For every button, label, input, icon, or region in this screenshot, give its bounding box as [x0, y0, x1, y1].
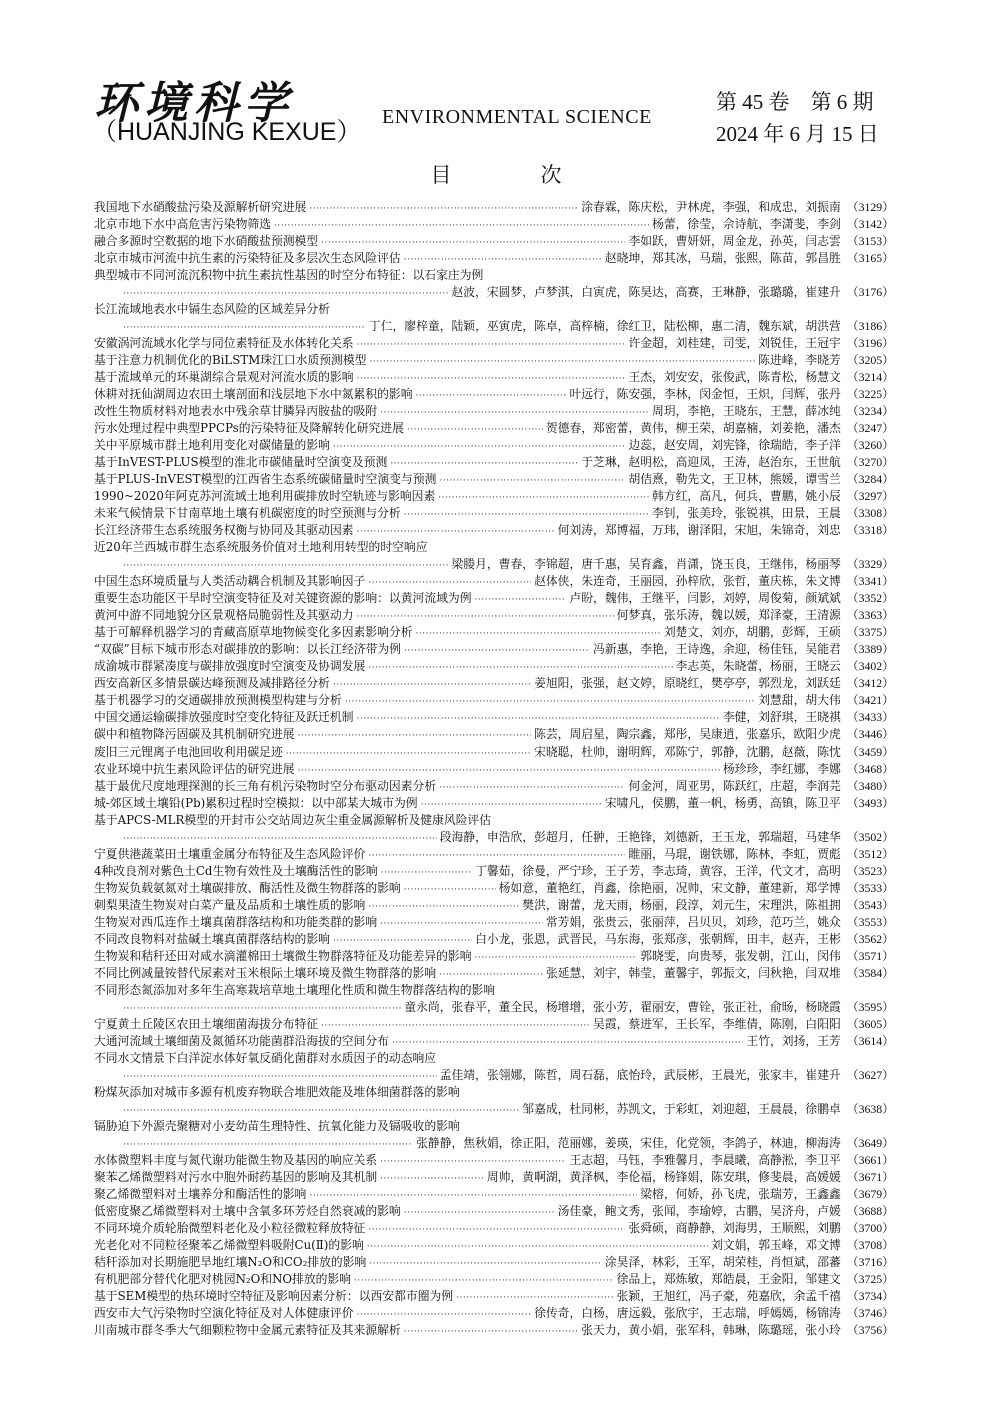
- article-title: 中国交通运输碳排放强度时空变化特征及跃迁机制: [94, 710, 354, 725]
- article-title: 近20年兰西城市群生态系统服务价值对土地利用转型的时空响应: [94, 540, 428, 555]
- toc-entry[interactable]: [94, 573, 894, 590]
- page-number: （3493）: [846, 795, 894, 810]
- article-authors: 张天力，黄小娟，张军科，韩琳，陈璐瑶，张小玲: [581, 1323, 841, 1338]
- article-title: 水体微塑料丰度与氮代谢功能微生物及基因的响应关系: [94, 1152, 378, 1167]
- toc-entry[interactable]: [94, 1118, 894, 1152]
- page-number: （3756）: [846, 1323, 894, 1338]
- article-authors: 徐传奇，白杨，唐远毅，张欣宇，王志瑞，呼嫣嫣，杨锦涛: [534, 1306, 841, 1321]
- toc-entry[interactable]: [94, 982, 894, 1016]
- page-number: （3214）: [846, 370, 894, 385]
- article-title: 镉胁迫下外源壳聚糖对小麦幼苗生理特性、抗氧化能力及镉吸收的影响: [94, 1118, 460, 1133]
- article-title: 聚苯乙烯微塑料对污水中胞外耐药基因的影响及其机制: [94, 1169, 378, 1184]
- page-number: （3708）: [846, 1237, 894, 1252]
- page-number: （3605）: [846, 1016, 894, 1031]
- page-number: （3352）: [846, 591, 894, 606]
- page-number: （3142）: [846, 217, 894, 232]
- page-number: （3284）: [846, 472, 894, 487]
- article-title: 低密度聚乙烯微塑料对土壤中含氧多环芳烃自然衰减的影响: [94, 1203, 401, 1218]
- page-number: （3225）: [846, 387, 894, 402]
- article-title: 我国地下水硝酸盐污染及源解析研究进展: [94, 200, 307, 214]
- issue-date: 2024 年 6 月 15 日: [716, 122, 879, 146]
- toc-entry[interactable]: [94, 335, 894, 352]
- toc-entry[interactable]: [94, 1237, 894, 1254]
- article-title: 基于注意力机制优化的BiLSTM珠江口水质预测模型: [94, 353, 367, 368]
- article-authors: 梁媵月，曹春，李锦超，唐千惠，吴育鑫，肖潇，饶玉良，王继伟，杨丽琴: [451, 557, 841, 572]
- toc-entry[interactable]: [94, 624, 894, 641]
- toc-entry[interactable]: [94, 233, 894, 250]
- page-number: （3234）: [846, 404, 894, 419]
- page-number: （3341）: [846, 574, 894, 589]
- article-authors: 童永尚，张春平，董全民，杨增增，张小芳，翟丽安，曹铨，张正社，俞旸，杨晓霞: [404, 999, 841, 1014]
- toc-entry[interactable]: [94, 403, 894, 420]
- article-authors: 陈芸，周启星，陶宗鑫，郑彤，吴康逍，张嘉乐，欧阳少虎: [534, 727, 841, 742]
- page-number: （3562）: [846, 931, 894, 946]
- article-authors: 杨珍珍，李红娜，李娜: [722, 761, 841, 776]
- article-authors: 白小龙，张恩，武晋民，马东海，张郑彦，张朝辉，田丰，赵卉，王彬: [475, 931, 841, 946]
- toc-entry[interactable]: [94, 1288, 894, 1305]
- article-authors: 韩方红，高凡，何兵，曹鹏，姚小辰: [652, 489, 841, 504]
- article-title: “双碳”目标下城市形态对碳排放的影响：以长江经济带为例: [94, 642, 401, 657]
- toc-entry[interactable]: [94, 437, 894, 454]
- leader-dots: [404, 1205, 555, 1222]
- article-authors: 刘文娟，郭玉峰，邓文博: [711, 1237, 841, 1252]
- page-number: （3688）: [846, 1203, 894, 1218]
- page-number: （3725）: [846, 1271, 894, 1286]
- toc-title: 目 次: [430, 163, 596, 187]
- page-number: （3129）: [846, 200, 894, 214]
- toc-entry[interactable]: [94, 454, 894, 471]
- toc-entry[interactable]: [94, 301, 894, 335]
- article-title: 典型城市不同河流沉积物中抗生素抗性基因的时空分布特征：以石家庄为例: [94, 268, 484, 283]
- article-authors: 姜旭阳，张强，赵文婷，原晓红，樊亭亭，郭烈龙，刘跃廷: [534, 676, 841, 691]
- article-authors: 冯新惠，李艳，王诗逸，余迎，杨佳钰，吴能君: [593, 642, 841, 657]
- leader-dots: [439, 780, 625, 797]
- page-number: （3196）: [846, 336, 894, 351]
- page-number: （3402）: [846, 659, 894, 674]
- leader-dots: [368, 899, 519, 916]
- article-title: 西安高新区多情景碳达峰预测及减排路径分析: [94, 676, 330, 691]
- toc-entry[interactable]: [94, 1305, 894, 1322]
- article-title: 不同水文情景下白洋淀水体好氧反硝化菌群对水质因子的动态响应: [94, 1050, 437, 1065]
- article-title: 废旧三元锂离子电池回收利用碳足迹: [94, 744, 283, 759]
- toc-entry[interactable]: [94, 1033, 894, 1050]
- article-authors: 宋晓聪，杜帅，谢明辉，邓陈宁，郭静，沈鹏，赵薇，陈忱: [534, 744, 841, 759]
- article-title: 西安市大气污染物时空演化特征及对人体健康评价: [94, 1306, 354, 1321]
- article-title: 碳中和植物降污固碳及其机制研究进展: [94, 727, 295, 742]
- journal-english-title: ENVIRONMENTAL SCIENCE: [382, 106, 652, 128]
- toc-entry[interactable]: [94, 386, 894, 403]
- toc-entry[interactable]: [94, 590, 894, 607]
- toc-entry[interactable]: [94, 914, 894, 931]
- leader-dots: [380, 1171, 484, 1188]
- article-authors: 汤佳豪，鲍文秀，张闻，李瑜婷，古鹏，吴济舟，卢媛: [557, 1203, 841, 1218]
- page-number: （3329）: [846, 557, 894, 572]
- article-authors: 梁榕，何娇，孙飞虎，张瑞芳，王鑫鑫: [640, 1186, 841, 1201]
- page-number: （3543）: [846, 897, 894, 912]
- page-number: （3638）: [846, 1101, 894, 1116]
- leader-dots: [475, 592, 567, 609]
- article-authors: 周玥，李艳，王晓东，王慧，薛冰纯: [652, 404, 841, 419]
- page-number: （3297）: [846, 489, 894, 504]
- toc-entry[interactable]: [94, 522, 894, 539]
- article-title: 川南城市群冬季大气细颗粒物中金属元素特征及其来源解析: [94, 1323, 401, 1338]
- article-title: 中国生态环境质量与人类活动耦合机制及其影响因子: [94, 574, 366, 589]
- article-authors: 宋啸凡，侯鹏，董一帆，杨勇，高镇，陈卫平: [604, 795, 841, 810]
- article-title: 基于InVEST-PLUS模型的淮北市碳储量时空演变及预测: [94, 455, 388, 470]
- article-authors: 徐品上，郑炼敏，郑皓晨，王金阳，邹建文: [616, 1271, 841, 1286]
- toc-entry[interactable]: [94, 488, 894, 505]
- leader-dots: [438, 490, 649, 507]
- page-number: （3247）: [846, 421, 894, 436]
- article-authors: 杨蕾，徐莹，佘诗航，李潇斐，李剑: [652, 217, 841, 232]
- leader-dots: [309, 201, 578, 218]
- article-authors: 张颖，王旭红，冯子豪，苑嘉欣，余孟千禧: [616, 1289, 841, 1303]
- page-number: （3661）: [846, 1152, 894, 1167]
- article-authors: 李钊，张美玲，张锐祺，田景，王晨: [652, 506, 841, 521]
- article-authors: 李健，刘舒琪，王晓祺: [722, 710, 841, 725]
- toc-entry[interactable]: [94, 1186, 894, 1203]
- journal-logo: 环境科学: [94, 78, 294, 129]
- page-number: （3270）: [846, 455, 894, 470]
- page-number: （3734）: [846, 1289, 894, 1303]
- article-authors: 睢丽，马琨，谢铁娜，陈林，李虹，贾彪: [628, 846, 841, 861]
- leader-dots: [298, 728, 532, 745]
- toc-entry[interactable]: [94, 1220, 894, 1237]
- page-number: （3375）: [846, 625, 894, 640]
- toc-entry[interactable]: [94, 471, 894, 488]
- toc-entry[interactable]: [94, 1152, 894, 1169]
- article-authors: 胡佶熹，勒先文，王卫林，熊媛，谭雪兰: [628, 472, 841, 487]
- article-title: 北京市城市河流中抗生素的污染特征及多层次生态风险评估: [94, 251, 401, 266]
- page-number: （3571）: [846, 948, 894, 963]
- article-authors: 郭晓雯，向贵琴，张发朝，江山，闵伟: [640, 948, 841, 963]
- toc-entry[interactable]: [94, 726, 894, 743]
- leader-dots: [392, 1035, 743, 1052]
- article-title: 粉煤灰添加对城市多源有机废弃物联合堆肥效能及堆体细菌群落的影响: [94, 1084, 460, 1099]
- toc-entry[interactable]: [94, 744, 894, 761]
- toc-entry[interactable]: [94, 250, 894, 267]
- toc-entry[interactable]: [94, 948, 894, 965]
- page-number: （3553）: [846, 914, 894, 929]
- page-number: （3584）: [846, 965, 894, 980]
- article-authors: 何刘涛，郑博福，万玮，谢泽阳，宋旭，朱锦奇，刘忠: [557, 523, 841, 538]
- page-number: （3318）: [846, 523, 894, 538]
- page-number: （3533）: [846, 880, 894, 895]
- page-number: （3176）: [846, 285, 894, 300]
- article-title: 北京市地下水中高危害污染物筛选: [94, 217, 271, 232]
- toc-entry[interactable]: [94, 761, 894, 778]
- article-title: 秸秆添加对长期施肥旱地红壤N₂O和CO₂排放的影响: [94, 1254, 367, 1269]
- article-title: 长江经济带生态系统服务权衡与协同及其驱动因素: [94, 523, 354, 538]
- volume-issue: 第 45 卷 第 6 期: [716, 90, 874, 114]
- toc-entry[interactable]: [94, 1084, 894, 1118]
- article-title: 成渝城市群紧凑度与碳排放强度时空演变及协调发展: [94, 659, 366, 674]
- toc-entry[interactable]: [94, 607, 894, 624]
- article-title: 基于SEM模型的热环境时空特征及影响因素分析：以西安都市圈为例: [94, 1289, 454, 1303]
- toc-entry[interactable]: [94, 692, 894, 709]
- toc-entry[interactable]: [94, 352, 894, 369]
- article-authors: 于芝琳，赵明松，高迎凤，王涛，赵治东，王世航: [581, 455, 841, 470]
- toc-entry[interactable]: [94, 1271, 894, 1288]
- article-title: 污水处理过程中典型PPCPs的污染特征及降解转化研究进展: [94, 421, 404, 436]
- article-authors: 王志超，马钰，李雅馨月，李晨曦，高静淞，李卫平: [569, 1152, 841, 1167]
- toc-entry[interactable]: [94, 795, 894, 812]
- article-authors: 刘慧甜，胡大伟: [758, 693, 841, 708]
- page-number: （3700）: [846, 1220, 894, 1235]
- article-authors: 张静静，焦秋娟，徐正阳，范丽娜，姜瑛，宋佳，化党领，李鸽子，林迪，柳海涛: [416, 1135, 841, 1150]
- article-authors: 常芳娟，张贵云，张丽萍，吕贝贝，刘珍，范巧兰，姚众: [545, 914, 841, 929]
- article-title: 光老化对不同粒径聚苯乙烯微塑料吸附Cu(Ⅱ)的影响: [94, 1237, 364, 1252]
- article-authors: 刘楚文，刘亦，胡鹏，彭辉，王硕: [663, 625, 841, 640]
- leader-dots: [404, 1324, 579, 1341]
- article-authors: 何梦真，张乐涛，魏以媛，郑泽豪，王清源: [616, 608, 841, 623]
- page-number: （3512）: [846, 846, 894, 861]
- toc-entry[interactable]: [94, 709, 894, 726]
- article-authors: 孟佳靖，张翎娜，陈哲，周石磊，底怡玲，武辰彬，王晨光，张家丰，崔建升: [439, 1067, 841, 1082]
- toc-entry[interactable]: [94, 965, 894, 982]
- article-authors: 许金超，刘桂建，司雯，刘锐佳，王冠宇: [628, 336, 841, 351]
- page-number: （3468）: [846, 761, 894, 776]
- page-number: （3459）: [846, 744, 894, 759]
- article-title: 不同形态氮添加对多年生高寒栽培草地土壤理化性质和微生物群落结构的影响: [94, 982, 496, 997]
- page-number: （3446）: [846, 727, 894, 742]
- article-authors: 李如跃，曹妍妍，周金龙，孙英，闫志雲: [628, 234, 841, 249]
- toc-entry[interactable]: [94, 897, 894, 914]
- article-authors: 贺德春，郑密蕾，黄伟，柳王荣，胡嘉楠，刘姜艳，潘杰: [545, 421, 841, 436]
- leader-dots: [407, 422, 543, 439]
- article-title: 生物炭和秸秆还田对咸水滴灌棉田土壤微生物群落特征及功能差异的影响: [94, 948, 472, 963]
- article-authors: 王杰，刘安安，张俊武，陈青松，杨慧文: [628, 370, 841, 385]
- page-number: （3389）: [846, 642, 894, 657]
- page-number: （3412）: [846, 676, 894, 691]
- article-authors: 陈进峰，李晓芳: [758, 353, 841, 368]
- article-title: 基于APCS-MLR模型的开封市公交站周边灰尘重金属源解析及健康风险评估: [94, 812, 492, 827]
- toc-entry[interactable]: [94, 1016, 894, 1033]
- toc-entry[interactable]: [94, 539, 894, 573]
- page-number: （3671）: [846, 1169, 894, 1184]
- page-number: （3614）: [846, 1033, 894, 1048]
- article-authors: 段海静，申浩欣，彭超月，任翀，王艳锋，刘德新，王玉龙，郭瑞超，马建华: [439, 829, 841, 844]
- article-authors: 杨如意，董艳红，肖鑫，徐艳丽，况帅，宋文静，董建新，郑学博: [498, 880, 841, 895]
- page-number: （3595）: [846, 999, 894, 1014]
- article-title: 宁夏黄土丘陵区农田土壤细菌海拔分布特征: [94, 1016, 319, 1031]
- article-title: 安徽涡河流域水化学与同位素特征及水体转化关系: [94, 336, 354, 351]
- article-title: 黄河中游不同地貌分区景观格局脆弱性及其驱动力: [94, 608, 354, 623]
- article-authors: 何金河，周亚男，陈跃红，庄超，李润芫: [628, 778, 841, 793]
- article-title: 长江流域地表水中镉生态风险的区域差异分析: [94, 302, 330, 317]
- page-number: （3186）: [846, 319, 894, 334]
- article-title: 宁夏供港蔬菜田土壤重金属分布特征及生态风险评价: [94, 846, 366, 861]
- article-authors: 叶远行，陈安强，李林，闵金恒，王炽，闫辉，张丹: [569, 387, 841, 402]
- toc-entry[interactable]: [94, 675, 894, 692]
- leader-dots: [404, 643, 590, 660]
- article-authors: 丁仁，廖梓童，陆颖，巫寅虎，陈卓，高梓楠，徐红卫，陆松柳，惠二清，魏东斌，胡洪营: [368, 319, 841, 334]
- toc-entry[interactable]: [94, 267, 894, 301]
- page-number: （3502）: [846, 829, 894, 844]
- article-title: 农业环境中抗生素风险评估的研究进展: [94, 761, 295, 776]
- article-title: 融合多源时空数据的地下水硝酸盐预测模型: [94, 234, 319, 249]
- article-title: 不同环境介质轮胎微塑料老化及小粒径微粒释放特征: [94, 1220, 366, 1235]
- toc-entry[interactable]: [94, 1203, 894, 1220]
- article-authors: 赵体侠，朱连奇，王丽园，孙梓欣，张哲，董庆栋，朱文博: [534, 574, 841, 589]
- article-title: 基于可解释机器学习的青藏高原草地物候变化多因素影响分析: [94, 625, 413, 640]
- toc-entry[interactable]: [94, 505, 894, 522]
- article-authors: 李志英，朱晓蕾，杨丽，王晓云: [675, 659, 841, 674]
- toc-entry[interactable]: [94, 420, 894, 437]
- article-authors: 周帅，黄啊湖，黄泽枫，李伦福，杨锋娟，陈安琪，修斐晨，高媛媛: [486, 1169, 841, 1184]
- article-title: 不同改良物料对盐碱土壤真菌群落结构的影响: [94, 931, 330, 946]
- article-title: 重要生态功能区干旱时空演变特征及对关键资源的影响：以黄河流域为例: [94, 591, 472, 606]
- toc-entry[interactable]: [94, 931, 894, 948]
- leader-dots: [369, 1256, 602, 1273]
- article-authors: 吴霞，蔡进军，王长军，李维倩，陈刚，白阳阳: [593, 1016, 841, 1031]
- toc-entry[interactable]: [94, 1322, 894, 1339]
- article-title: 休耕对抚仙湖周边农田土壤剖面和浅层地下水中氮累积的影响: [94, 387, 413, 402]
- page-number: （3480）: [846, 778, 894, 793]
- article-title: 基于PLUS-InVEST模型的江西省生态系统碳储量时空演变与预测: [94, 472, 437, 487]
- page-number: （3165）: [846, 251, 894, 266]
- page-number: （3716）: [846, 1254, 894, 1269]
- article-title: 大通河流域土壤细菌及氮循环功能菌群沿海拔的空间分布: [94, 1033, 389, 1048]
- article-title: 生物炭对西瓜连作土壤真菌群落结构和功能类群的影响: [94, 914, 378, 929]
- toc-entry[interactable]: [94, 369, 894, 386]
- leader-dots: [368, 1222, 625, 1239]
- toc-entry[interactable]: [94, 199, 894, 216]
- toc-entry[interactable]: [94, 641, 894, 658]
- toc-entry[interactable]: [94, 812, 894, 846]
- leader-dots: [357, 337, 626, 354]
- article-authors: 卢盼，魏伟，王继平，闫影，刘婷，周俊菊，颜斌斌: [569, 591, 841, 606]
- article-authors: 赵晓坤，郑其冰，马瑞，张熙，陈苗，郭昌胜: [604, 251, 841, 266]
- page-number: （3433）: [846, 710, 894, 725]
- table-of-contents: [94, 199, 894, 1339]
- article-authors: 丁馨茹，徐曼，严宁珍，王子芳，李志琦，黄容，王洋，代文才，高明: [475, 863, 841, 878]
- article-title: 刺梨果渣生物炭对白菜产量及品质和土壤性质的影响: [94, 897, 366, 912]
- toc-entry[interactable]: [94, 658, 894, 675]
- article-authors: 赵波，宋圆梦，卢梦淇，白寅虎，陈昊达，高赛，王琳静，张璐璐，崔建升: [451, 285, 841, 300]
- article-authors: 涂昊泽，林彩，王军，胡荣桂，肖恒斌，邵蕃: [604, 1254, 841, 1269]
- page-number: （3649）: [846, 1135, 894, 1150]
- page-number: （3363）: [846, 608, 894, 623]
- leader-dots: [286, 746, 531, 763]
- article-authors: 邹嘉成，杜同彬，苏凯文，于彩虹，刘迎超，王晨晨，徐鹏卓: [522, 1101, 841, 1116]
- article-title: 基于流域单元的环巢湖综合景观对河流水质的影响: [94, 370, 354, 385]
- article-authors: 张延慧，刘宇，韩莹，董馨宇，郭振文，闫秋艳，闫双堆: [545, 965, 841, 980]
- article-authors: 樊洪，谢蕾，龙天雨，杨丽，段淳，刘元生，宋理洪，陈祖拥: [522, 897, 841, 912]
- page-number: （3308）: [846, 506, 894, 521]
- toc-entry[interactable]: [94, 1169, 894, 1186]
- page-number: （3421）: [846, 693, 894, 708]
- toc-entry[interactable]: [94, 846, 894, 863]
- article-authors: 张舜硕，商静静，刘海男，王顺熙，刘鹏: [628, 1220, 841, 1235]
- page-number: （3153）: [846, 234, 894, 249]
- leader-dots: [404, 882, 496, 899]
- article-title: 基于机器学习的交通碳排放预测模型构建与分析: [94, 693, 342, 708]
- article-title: 聚乙烯微塑料对土壤养分和酶活性的影响: [94, 1186, 307, 1201]
- leader-dots: [333, 677, 531, 694]
- article-authors: 边蕊，赵安周，刘宪锋，徐瑞皓，李子洋: [628, 438, 841, 453]
- leader-dots: [274, 218, 649, 235]
- page-number: （3627）: [846, 1067, 894, 1082]
- toc-entry[interactable]: [94, 1254, 894, 1271]
- leader-dots: [345, 694, 755, 711]
- article-authors: 王竹，刘扬，王芳: [746, 1033, 841, 1048]
- toc-entry[interactable]: [94, 216, 894, 233]
- article-title: 有机肥部分替代化肥对桃园N₂O和NO排放的影响: [94, 1271, 352, 1286]
- page-number: （3260）: [846, 438, 894, 453]
- article-title: 城-郊区域土壤铅(Pb)累积过程时空模拟：以中部某大城市为例: [94, 795, 418, 810]
- toc-entry[interactable]: [94, 1050, 894, 1084]
- article-title: 生物炭负载氨氮对土壤碳排放、酶活性及微生物群落的影响: [94, 880, 401, 895]
- article-authors: 涂春霖，陈庆松，尹林虎，李强，和成忠，刘振南: [581, 200, 841, 214]
- article-title: 不同比例减量铵替代尿素对玉米根际土壤环境及微生物群落的影响: [94, 965, 437, 980]
- toc-entry[interactable]: [94, 778, 894, 795]
- leader-dots: [439, 473, 625, 490]
- article-title: 基于最优尺度地理探测的长三角有机污染物时空分布驱动因素分析: [94, 778, 437, 793]
- toc-entry[interactable]: [94, 880, 894, 897]
- journal-pinyin: （HUANJING KEXUE）: [92, 118, 362, 146]
- page-number: （3523）: [846, 863, 894, 878]
- page-number: （3679）: [846, 1186, 894, 1201]
- toc-entry[interactable]: [94, 863, 894, 880]
- article-title: 改性生物质材料对地表水中残余草甘膦异丙胺盐的吸附: [94, 404, 378, 419]
- article-title: 未来气候情景下甘南草地土壤有机碳密度的时空预测与分析: [94, 506, 401, 521]
- article-title: 关中平原城市群土地利用变化对碳储量的影响: [94, 438, 330, 453]
- article-title: 1990~2020年阿克苏河流域土地利用碳排放时空轨迹与影响因素: [94, 489, 436, 504]
- page-number: （3205）: [846, 353, 894, 368]
- page-number: （3746）: [846, 1306, 894, 1321]
- leader-dots: [416, 388, 567, 405]
- article-title: 4种改良剂对紫色土Cd生物有效性及土壤酶活性的影响: [94, 863, 378, 878]
